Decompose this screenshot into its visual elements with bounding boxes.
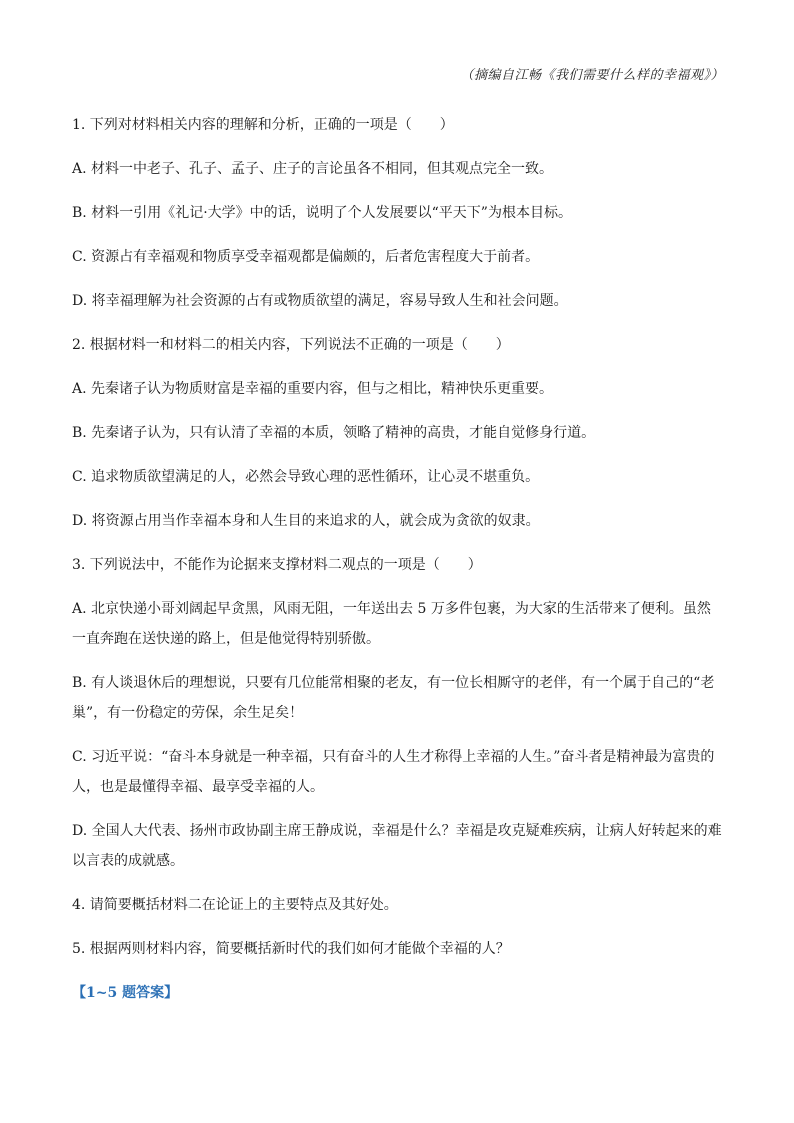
question-4-stem: 4. 请简要概括材料二在论证上的主要特点及其好处。 xyxy=(72,897,398,913)
answer-heading: 【1~5 题答案】 xyxy=(72,985,179,1001)
question-1-stem: 1. 下列对材料相关内容的理解和分析，正确的一项是（ ） xyxy=(72,117,454,133)
question-1-option-b: B. 材料一引用《礼记·大学》中的话，说明了个人发展要以“平天下”为根本目标。 xyxy=(72,205,572,221)
question-2-option-a: A. 先秦诸子认为物质财富是幸福的重要内容，但与之相比，精神快乐更重要。 xyxy=(72,381,554,397)
question-2-option-b: B. 先秦诸子认为，只有认清了幸福的本质，领略了精神的高贵，才能自觉修身行道。 xyxy=(72,425,596,441)
question-3-option-d: D. 全国人大代表、扬州市政协副主席王静成说，幸福是什么？幸福是攻克疑难疾病，让病人好转起来的难以言表的成就感。 xyxy=(72,823,722,869)
question-3-option-c: C. 习近平说：“奋斗本身就是一种幸福，只有奋斗的人生才称得上幸福的人生。”奋斗者是精神最为富贵的人，也是最懂得幸福、最享受幸福的人。 xyxy=(72,749,715,795)
question-1-option-a: A. 材料一中老子、孔子、孟子、庄子的言论虽各不相同，但其观点完全一致。 xyxy=(72,161,554,177)
question-3-option-a: A. 北京快递小哥刘阔起早贪黑，风雨无阻，一年送出去 5 万多件包裹，为大家的生活带来了便利。虽然一直奔跑在送快递的路上，但是他觉得特别骄傲。 xyxy=(72,601,711,647)
question-1-option-d: D. 将幸福理解为社会资源的占有或物质欲望的满足，容易导致人生和社会问题。 xyxy=(72,293,568,309)
question-list xyxy=(72,110,722,1008)
question-2-option-d: D. 将资源占用当作幸福本身和人生目的来追求的人，就会成为贪欲的奴隶。 xyxy=(72,513,540,529)
question-5-stem: 5. 根据两则材料内容，简要概括新时代的我们如何才能做个幸福的人？ xyxy=(72,941,510,957)
question-3-stem: 3. 下列说法中，不能作为论据来支撑材料二观点的一项是（ ） xyxy=(72,557,482,573)
question-1-option-c: C. 资源占有幸福观和物质享受幸福观都是偏颇的，后者危害程度大于前者。 xyxy=(72,249,540,265)
question-3-option-b: B. 有人谈退休后的理想说，只要有几位能常相聚的老友，有一位长相厮守的老伴，有一个属于自己的“老巢”，有一份稳定的劳保，余生足矣！ xyxy=(72,675,715,721)
question-2-option-c: C. 追求物质欲望满足的人，必然会导致心理的恶性循环，让心灵不堪重负。 xyxy=(72,469,540,485)
source-note: （摘编自江畅《我们需要什么样的幸福观》） xyxy=(460,68,724,83)
question-2-stem: 2. 根据材料一和材料二的相关内容，下列说法不正确的一项是（ ） xyxy=(72,337,510,353)
